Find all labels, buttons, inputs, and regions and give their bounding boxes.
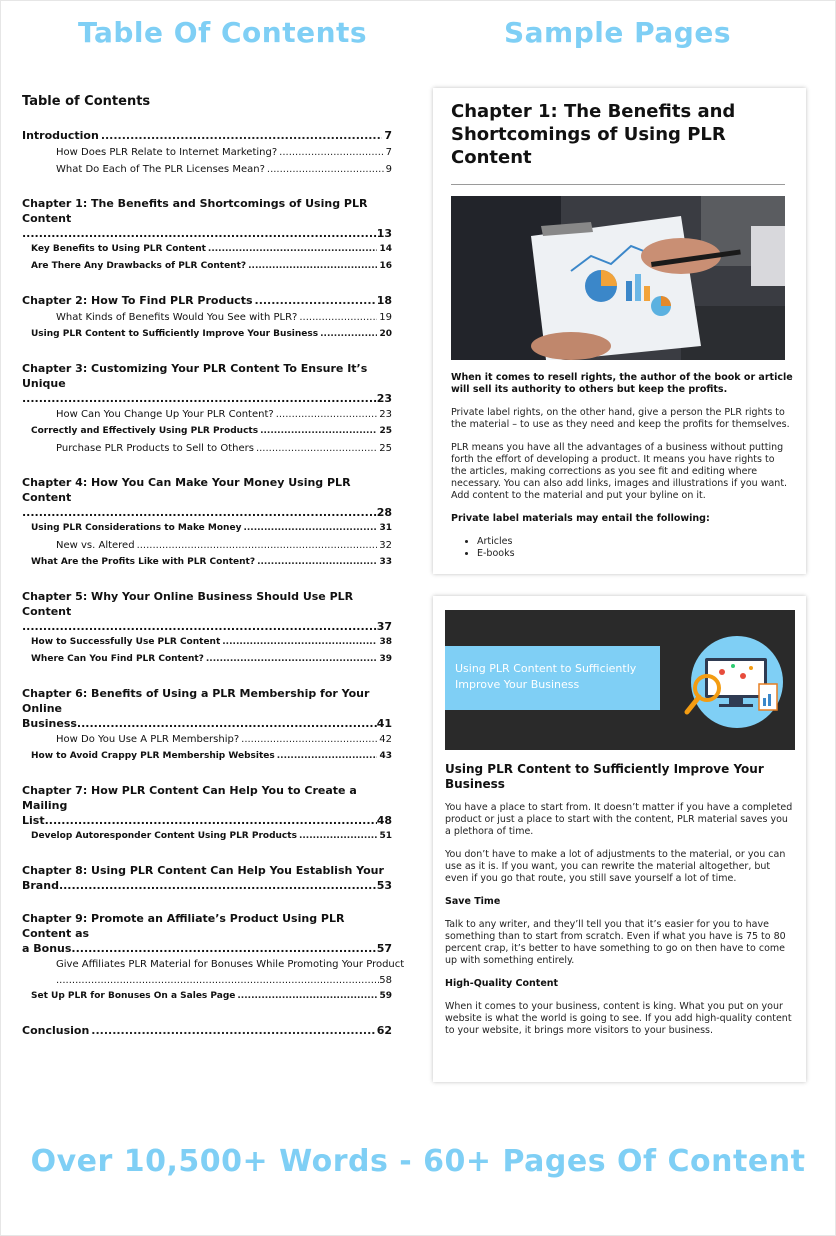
toc-chapter-title[interactable]: Chapter 1: The Benefits and Shortcomings of Using PLR Content [22, 197, 368, 225]
toc-entry-label: Brand [22, 879, 59, 892]
toc-entry-label: Key Benefits to Using PLR Content [31, 244, 206, 254]
toc-entry-page: 43 [379, 751, 392, 761]
toc-entry-page: 25 [379, 426, 392, 436]
toc-section-ch4 [22, 475, 392, 571]
toc-entry[interactable] [22, 144, 392, 161]
toc-entry-page: 39 [379, 654, 392, 664]
toc-entry-page: 7 [384, 129, 392, 142]
toc-entry-page: 14 [379, 244, 392, 254]
toc-entry[interactable] [22, 554, 392, 571]
toc-entry-label: List [22, 814, 45, 827]
page1-body [451, 372, 793, 560]
list-heading: Private label materials may entail the following: [451, 513, 710, 524]
toc-entry-page: 13 [376, 227, 392, 240]
toc-entry-label: Develop Autoresponder Content Using PLR Products [31, 831, 297, 841]
toc-entry-page: 37 [376, 620, 392, 633]
footer-tagline: Over 10,500+ Words - 60+ Pages Of Content [30, 1144, 806, 1179]
toc-entry-label: How Can You Change Up Your PLR Content? [56, 409, 274, 420]
toc-entry[interactable] [22, 423, 392, 440]
toc-entry-wrapped[interactable] [22, 956, 405, 973]
paragraph: You have a place to start from. It doesn’t matter if you have a completed product or just a place to start with the content, PLR material saves you a plethora of time. [445, 802, 793, 837]
toc-entry-page: 31 [379, 523, 392, 533]
toc-entry-label: New vs. Altered [56, 540, 135, 551]
analytics-icon [677, 632, 797, 732]
paragraph: When it comes to your business, content is king. What you put on your website is what the world is going to see. If you add high-quality content to your website, it brings more visitors to your business. [445, 1001, 792, 1036]
toc-entry-page: 18 [376, 294, 392, 307]
subheading: High-Quality Content [445, 978, 559, 989]
toc-entry-page: 23 [376, 392, 392, 405]
toc-entry-label: What Are the Profits Like with PLR Content? [31, 557, 256, 567]
toc-section-ch9 [22, 911, 405, 1005]
subheading: Save Time [445, 896, 501, 907]
toc-entry-label: Conclusion [22, 1024, 90, 1037]
toc-entry-label: How Does PLR Relate to Internet Marketing? [56, 147, 278, 158]
toc-entry-page: 20 [379, 329, 392, 339]
toc-entry[interactable] [22, 748, 392, 765]
toc-entry[interactable] [22, 828, 392, 845]
toc-chapter-title[interactable]: Chapter 4: How You Can Make Your Money Using PLR Content [22, 476, 351, 504]
toc-entry[interactable] [22, 309, 392, 326]
toc-entry[interactable] [22, 520, 392, 537]
toc-entry-label: What Do Each of The PLR Licenses Mean? [56, 164, 265, 175]
toc-entry[interactable] [22, 973, 392, 988]
toc-entry-page: 7 [385, 147, 392, 158]
toc-entry-page: 23 [379, 409, 392, 420]
banner-text: Using PLR Content to Sufficiently Improve Your Business [455, 662, 637, 691]
toc-entry[interactable] [22, 941, 392, 956]
toc-entry-page: 38 [379, 637, 392, 647]
toc-chapter-title[interactable]: Chapter 6: Benefits of Using a PLR Membership for Your Online [22, 687, 370, 715]
toc-entry-page: 58 [379, 975, 392, 986]
toc-section-ch1 [22, 196, 392, 275]
toc-entry[interactable] [22, 406, 392, 423]
toc-entry-page: 59 [379, 991, 392, 1001]
lead-paragraph: When it comes to resell rights, the author of the book or article will sell its authority to others but keep the profits. [451, 372, 793, 395]
toc-entry-label: Using PLR Content to Sufficiently Improve Your Business [31, 329, 319, 339]
toc-section-intro [22, 128, 392, 178]
toc-entry[interactable] [22, 878, 392, 893]
sample-page-2 [433, 596, 806, 1082]
toc-entry-page: 48 [376, 814, 392, 827]
toc-entry-label: Set Up PLR for Bonuses On a Sales Page [31, 991, 236, 1001]
toc-entry-label: Using PLR Considerations to Make Money [31, 523, 242, 533]
toc-entry[interactable] [22, 440, 392, 457]
toc-section-ch6 [22, 686, 392, 765]
toc-entry-page: 25 [379, 443, 392, 454]
list-item: • E-books [477, 548, 793, 560]
toc-entry[interactable] [22, 241, 392, 258]
business-chart-photo [451, 196, 785, 360]
sample-page-1 [433, 88, 806, 574]
toc-section-ch8 [22, 863, 392, 893]
paragraph: Private label rights, on the other hand, give a person the PLR rights to the material – to use as they need and keep the profits for themselves. [451, 407, 790, 430]
toc-entry-page: 9 [385, 164, 392, 175]
toc-entry-page: 53 [376, 879, 392, 892]
toc-entry-label: Correctly and Effectively Using PLR Products [31, 426, 259, 436]
toc-entry[interactable] [22, 731, 392, 748]
toc-entry[interactable] [22, 537, 392, 554]
toc-entry[interactable] [22, 226, 392, 241]
page2-body [445, 802, 795, 1048]
toc-entry-page: 19 [379, 312, 392, 323]
toc-entry-label: Are There Any Drawbacks of PLR Content? [31, 261, 247, 271]
toc-entry-label: Give Affiliates PLR Material for Bonuses While Promoting Your Product [56, 959, 405, 970]
toc-entry-label: How to Avoid Crappy PLR Membership Websites [31, 751, 275, 761]
toc-chapter-title[interactable]: Chapter 8: Using PLR Content Can Help You Establish Your [22, 864, 384, 877]
table-of-contents [22, 94, 405, 1057]
toc-entry-label: Chapter 2: How To Find PLR Products [22, 294, 253, 307]
toc-entry-page: 62 [376, 1024, 392, 1037]
toc-entry[interactable] [22, 128, 392, 144]
toc-entry-page: 41 [376, 717, 392, 730]
banner-label-box [445, 646, 660, 710]
toc-chapter-title[interactable]: Chapter 3: Customizing Your PLR Content To Ensure It’s Unique [22, 362, 368, 390]
paragraph: PLR means you have all the advantages of a business without putting forth the effort of developing a product. It means you have rights to the articles, making corrections as you see fit and editing where necessary. You can also add links, images and illustrations if you want. Add content to the material and put your byline on it. [451, 442, 788, 501]
list-item: • Articles [477, 536, 793, 548]
toc-entry-label: Where Can You Find PLR Content? [31, 654, 204, 664]
toc-entry-page: 32 [379, 540, 392, 551]
toc-entry[interactable] [22, 634, 392, 651]
toc-entry[interactable] [22, 1023, 392, 1039]
toc-entry-label: Purchase PLR Products to Sell to Others [56, 443, 254, 454]
toc-entry[interactable] [22, 813, 392, 828]
toc-entry[interactable] [22, 293, 392, 309]
toc-heading: Table Of Contents [78, 16, 368, 49]
toc-entry-page: 42 [379, 734, 392, 745]
toc-entry-label: What Kinds of Benefits Would You See with PLR? [56, 312, 298, 323]
divider [451, 184, 785, 185]
toc-entry-page: 51 [379, 831, 392, 841]
toc-entry[interactable] [22, 988, 392, 1005]
toc-section-conclusion [22, 1023, 392, 1039]
toc-entry[interactable] [22, 161, 392, 178]
toc-entry-page: 28 [376, 506, 392, 519]
section-title: Using PLR Content to Sufficiently Improve Your Business [445, 762, 764, 791]
chapter-title: Chapter 1: The Benefits and Shortcomings of Using PLR Content [451, 101, 736, 168]
toc-entry-label: How Do You Use A PLR Membership? [56, 734, 240, 745]
toc-section-ch2 [22, 293, 392, 343]
paragraph: You don’t have to make a lot of adjustments to the material, or you can use as it is. If you want, you can rewrite the material altogether, but even if you go that route, you still save yourself a lot of time. [445, 849, 786, 884]
toc-entry[interactable] [22, 651, 392, 668]
toc-entry-label: Business [22, 717, 77, 730]
toc-title: Table of Contents [22, 94, 151, 109]
photo-illustration [451, 196, 785, 360]
toc-chapter-title[interactable]: Chapter 9: Promote an Affiliate’s Product Using PLR Content as [22, 912, 345, 940]
toc-entry[interactable] [22, 505, 392, 520]
toc-entry-page: 57 [376, 942, 392, 955]
toc-entry[interactable] [22, 258, 392, 275]
toc-entry-label: a Bonus [22, 942, 72, 955]
sample-pages-heading: Sample Pages [504, 16, 731, 49]
chapter-banner [445, 610, 795, 750]
toc-entry[interactable] [22, 391, 392, 406]
toc-entry-label: How to Successfully Use PLR Content [31, 637, 221, 647]
toc-entry-label: Introduction [22, 129, 99, 142]
toc-chapter-title[interactable]: Chapter 7: How PLR Content Can Help You to Create a Mailing [22, 784, 357, 812]
bullet-list [451, 536, 793, 560]
toc-entry[interactable] [22, 716, 392, 731]
toc-entry-page: 33 [379, 557, 392, 567]
paragraph: Talk to any writer, and they’ll tell you that it’s easier for you to have something than to start from scratch. Even if what you have is 75 to 80 percent crap, it’s better to have something to go on then have to come up with something entirely. [445, 919, 786, 966]
toc-section-ch7 [22, 783, 392, 845]
toc-section-ch5 [22, 589, 392, 668]
toc-entry[interactable] [22, 619, 392, 634]
toc-section-ch3 [22, 361, 392, 457]
toc-entry[interactable] [22, 326, 392, 343]
toc-entry-page: 16 [379, 261, 392, 271]
toc-chapter-title[interactable]: Chapter 5: Why Your Online Business Should Use PLR Content [22, 590, 354, 618]
